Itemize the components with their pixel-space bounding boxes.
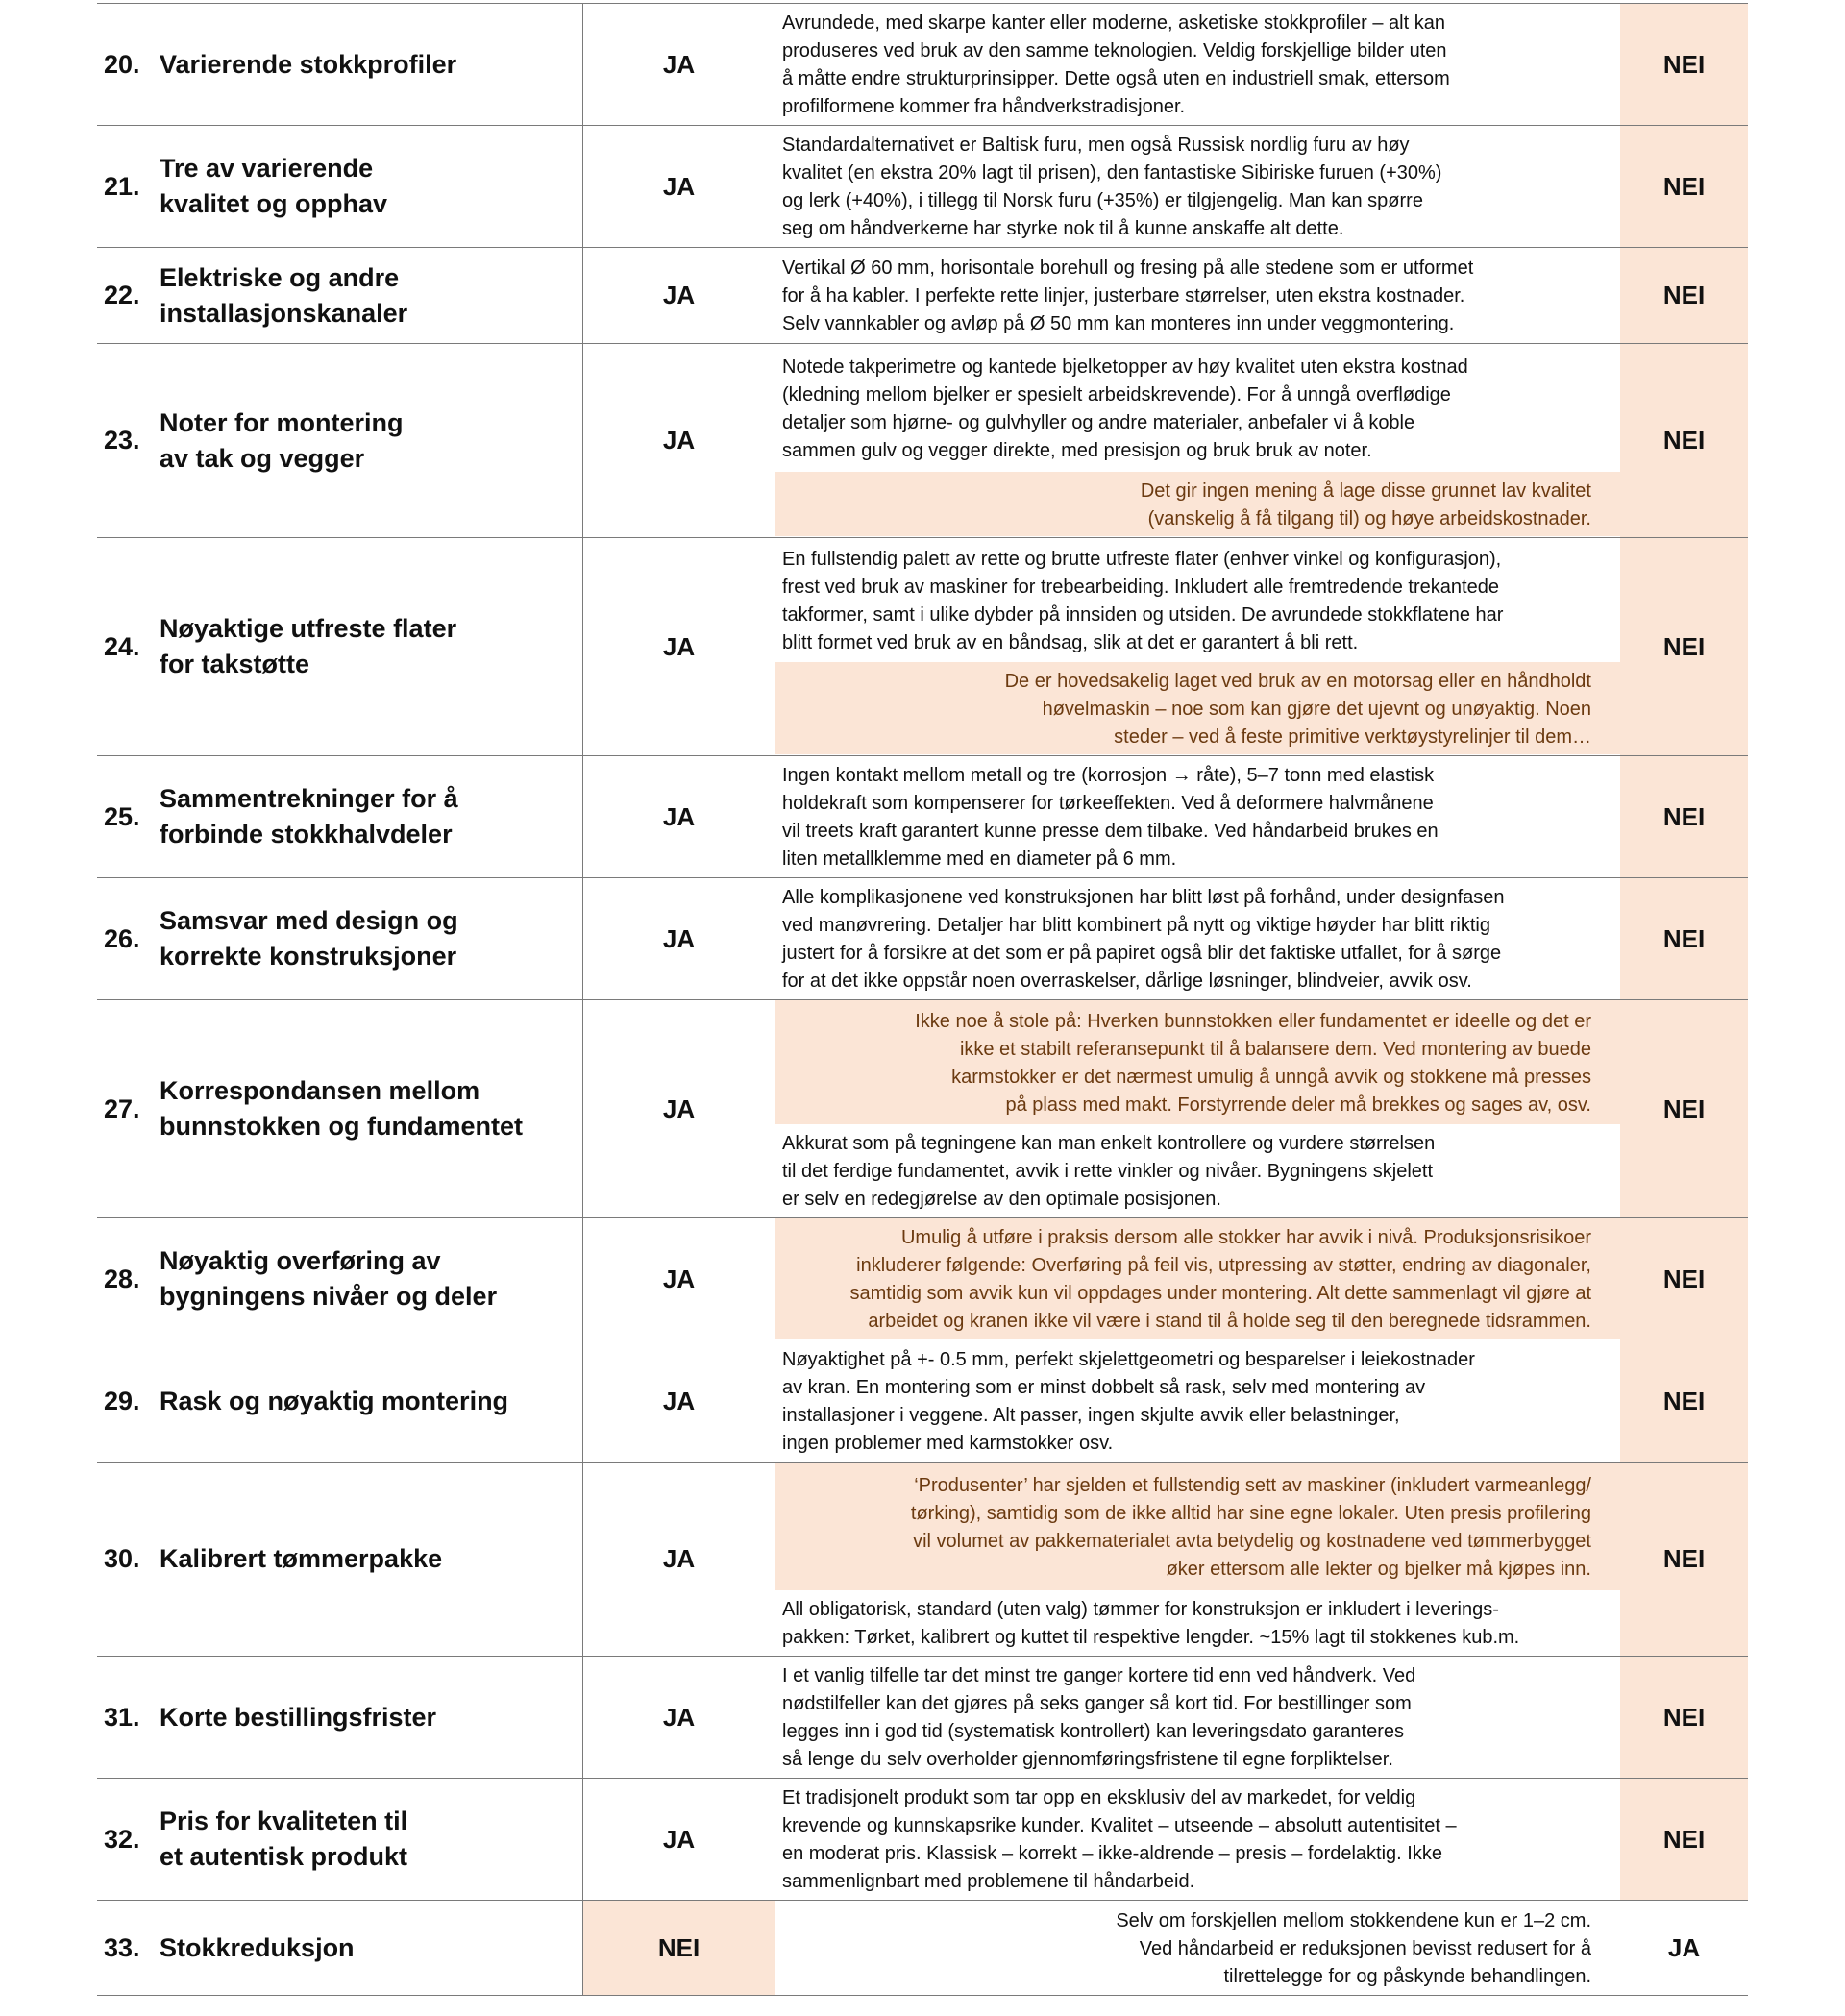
- feature-cell: [97, 538, 582, 755]
- feature-number: 31.: [104, 1702, 140, 1732]
- handcraft-answer: NEI: [1620, 4, 1748, 125]
- description-text: All obligatorisk, standard (uten valg) tømmer for konstruksjon er inkludert i leverings- pakken: Tørket, kalibrert og kuttet til respektive lengder. ~15% lagt til stokkenes kub.m.: [775, 1590, 1620, 1655]
- feature-cell: [97, 878, 582, 999]
- feature-title: Nøyaktig overføring av bygningens nivåer og deler: [160, 1246, 498, 1311]
- table-row: [97, 999, 1748, 1217]
- feature-number: 26.: [104, 923, 140, 953]
- description-cell: [775, 538, 1620, 755]
- description-text: Notede takperimetre og kantede bjelketopper av høy kvalitet uten ekstra kostnad (kledning mellom bjelker er spesielt arbeidskrevende). For å unngå overflødige detaljer som hjørne- og gulvhyller og andre materialer, anbefaler vi å koble sammen gulv og vegger direkte, med presisjon og bruk bruk av noter.: [775, 344, 1620, 472]
- machine-answer: JA: [582, 538, 775, 755]
- handcraft-answer: NEI: [1620, 1340, 1748, 1462]
- handcraft-answer: NEI: [1620, 126, 1748, 247]
- table-row: [97, 247, 1748, 343]
- description-cell: [775, 1218, 1620, 1340]
- machine-answer: JA: [582, 126, 775, 247]
- feature-number: 20.: [104, 49, 140, 79]
- machine-answer: JA: [582, 1000, 775, 1217]
- handcraft-note: Umulig å utføre i praksis dersom alle stokker har avvik i nivå. Produksjonsrisikoer inkluderer følgende: Overføring på feil vis, utpressing av støtter, endring av diagonaler, samtidig som avvik kun vil oppdages under montering. Alt dette sammenlagt vil gjøre at arbeidet og kranen ikke vil være i stand til å holde seg til den beregnede tidsrammen.: [775, 1218, 1620, 1339]
- feature-title: Varierende stokkprofiler: [160, 49, 457, 79]
- description-text: Nøyaktighet på +- 0.5 mm, perfekt skjelettgeometri og besparelser i leiekostnader av kran. En montering som er minst dobbelt så rask, selv med montering av installasjoner i veggene. Alt passer, ingen skjulte avvik eller belastninger, ingen problemer med karmstokker osv.: [775, 1340, 1620, 1461]
- machine-answer: JA: [582, 1340, 775, 1462]
- feature-cell: [97, 1340, 582, 1462]
- feature-cell: [97, 756, 582, 877]
- description-cell: [775, 344, 1620, 537]
- table-row: [97, 343, 1748, 537]
- feature-number: 33.: [104, 1932, 140, 1962]
- machine-answer: JA: [582, 756, 775, 877]
- table-row: [97, 537, 1748, 755]
- description-cell: [775, 126, 1620, 247]
- description-cell: [775, 878, 1620, 999]
- feature-title: Pris for kvaliteten til et autentisk produkt: [160, 1807, 408, 1871]
- handcraft-note: De er hovedsakelig laget ved bruk av en motorsag eller en håndholdt høvelmaskin – noe som kan gjøre det ujevnt og unøyaktig. Noen steder – ved å feste primitive verktøystyrelinjer til dem…: [775, 662, 1620, 754]
- description-cell: [775, 1901, 1620, 1995]
- machine-answer: JA: [582, 878, 775, 999]
- handcraft-note: Det gir ingen mening å lage disse grunnet lav kvalitet (vanskelig å få tilgang til) og høye arbeidskostnader.: [775, 472, 1620, 536]
- table-row: [97, 1340, 1748, 1462]
- machine-answer: JA: [582, 1463, 775, 1656]
- handcraft-note: ‘Produsenter’ har sjelden et fullstendig sett av maskiner (inkludert varmeanlegg/ tørking), samtidig som de ikke alltid har sine egne lokaler. Uten presis profilering vil volumet av pakkematerialet avta betydelig og kostnadene ved tømmerbygget øker ettersom alle lekter og bjelker må kjøpes inn.: [775, 1463, 1620, 1590]
- description-cell: [775, 1657, 1620, 1778]
- description-cell: [775, 1463, 1620, 1656]
- feature-title: Nøyaktige utfreste flater for takstøtte: [160, 614, 457, 678]
- handcraft-note: Ikke noe å stole på: Hverken bunnstokken eller fundamentet er ideelle og det er ikke et stabilt referansepunkt til å balansere dem. Ved montering av buede karmstokker er det nærmest umulig å unngå avvik og stokkene må presses på plass med makt. Forstyrrende deler må brekkes og sages av, osv.: [775, 1000, 1620, 1124]
- feature-title: Kalibrert tømmerpakke: [160, 1544, 443, 1573]
- feature-number: 28.: [104, 1264, 140, 1293]
- description-cell: [775, 1340, 1620, 1462]
- machine-answer: JA: [582, 1779, 775, 1900]
- description-cell: [775, 1779, 1620, 1900]
- feature-number: 24.: [104, 631, 140, 661]
- machine-answer: JA: [582, 1218, 775, 1340]
- description-cell: [775, 248, 1620, 343]
- table-row: [97, 755, 1748, 877]
- description-text: I et vanlig tilfelle tar det minst tre ganger kortere tid enn ved håndverk. Ved nødstilfeller kan det gjøres på seks ganger så kort tid. For bestillinger som legges inn i god tid (systematisk kontrollert) kan leveringsdato garanteres så lenge du selv overholder gjennomføringsfristene til egne forpliktelser.: [775, 1657, 1620, 1777]
- feature-title: Korte bestillingsfrister: [160, 1702, 437, 1732]
- machine-answer: JA: [582, 248, 775, 343]
- feature-cell: [97, 1463, 582, 1656]
- feature-number: 21.: [104, 171, 140, 201]
- table-row: [97, 1656, 1748, 1778]
- handcraft-answer: NEI: [1620, 1000, 1748, 1217]
- table-row: [97, 877, 1748, 999]
- description-text: En fullstendig palett av rette og brutte utfreste flater (enhver vinkel og konfigurasjon), frest ved bruk av maskiner for trebearbeiding. Inkludert alle fremtredende trekantede takformer, samt i ulike dybder på innsiden og utsiden. De avrundede stokkflatene har blitt formet ved bruk av en båndsag, slik at det er garantert å bli rett.: [775, 538, 1620, 662]
- feature-number: 27.: [104, 1094, 140, 1123]
- handcraft-answer: JA: [1667, 1932, 1701, 1962]
- feature-cell: [97, 1779, 582, 1900]
- feature-title: Rask og nøyaktig montering: [160, 1386, 509, 1415]
- handcraft-answer: NEI: [1620, 1657, 1748, 1778]
- feature-cell: [97, 1657, 582, 1778]
- machine-answer: JA: [582, 4, 775, 125]
- handcraft-answer: NEI: [1620, 756, 1748, 877]
- table-row: [97, 125, 1748, 247]
- comparison-table: [97, 3, 1748, 1996]
- table-row: [97, 1778, 1748, 1900]
- description-text: Ingen kontakt mellom metall og tre (korrosjon → råte), 5–7 tonn med elastisk holdekraft som kompenserer for tørkeeffekten. Ved å deformere halvmånene vil treets kraft garantert kunne presse dem tilbake. Ved håndarbeid brukes en liten metallklemme med en diameter på 6 mm.: [775, 756, 1620, 876]
- machine-answer: JA: [582, 1657, 775, 1778]
- description-cell: [775, 756, 1620, 877]
- description-text: Vertikal Ø 60 mm, horisontale borehull og fresing på alle stedene som er utformet for å ha kabler. I perfekte rette linjer, justerbare størrelser, uten ekstra kostnader. Selv vannkabler og avløp på Ø 50 mm kan monteres inn under veggmontering.: [775, 248, 1620, 342]
- table-row: [97, 1217, 1748, 1340]
- feature-number: 25.: [104, 801, 140, 831]
- table-row: [97, 1900, 1748, 1996]
- feature-cell: [97, 344, 582, 537]
- handcraft-answer: NEI: [1620, 248, 1748, 343]
- feature-number: 29.: [104, 1386, 140, 1415]
- description-text: Akkurat som på tegningene kan man enkelt kontrollere og vurdere størrelsen til det ferdige fundamentet, avvik i rette vinkler og nivåer. Bygningens skjelett er selv en redegjørelse av den optimale posisjonen.: [775, 1124, 1620, 1217]
- feature-cell: [97, 1218, 582, 1340]
- feature-cell: [97, 248, 582, 343]
- feature-title: Sammentrekninger for å forbinde stokkhalvdeler: [160, 784, 458, 848]
- feature-title: Tre av varierende kvalitet og opphav: [160, 154, 388, 218]
- description-text: Et tradisjonelt produkt som tar opp en eksklusiv del av markedet, for veldig krevende og kunnskapsrike kunder. Kvalitet – utseende – absolutt autentisitet – en moderat pris. Klassisk – korrekt – ikke-aldrende – presis – fordelaktig. Ikke sammenlignbart med problemene til håndarbeid.: [775, 1779, 1620, 1899]
- feature-cell: [97, 1901, 582, 1995]
- feature-title: Samsvar med design og korrekte konstruksjoner: [160, 906, 458, 971]
- feature-title: Stokkreduksjon: [160, 1932, 355, 1962]
- feature-title: Noter for montering av tak og vegger: [160, 407, 404, 473]
- handcraft-answer: NEI: [1620, 878, 1748, 999]
- feature-cell: [97, 126, 582, 247]
- description-text: Standardalternativet er Baltisk furu, men også Russisk nordlig furu av høy kvalitet (en ekstra 20% lagt til prisen), den fantastiske Sibiriske furuen (+30%) og lerk (+40%), i tillegg til Norsk furu (+35%) er tilgjengelig. Man kan spørre seg om håndverkerne har styrke nok til å kunne anskaffe alt dette.: [775, 126, 1620, 246]
- description-text: Avrundede, med skarpe kanter eller moderne, asketiske stokkprofiler – alt kan produseres ved bruk av den samme teknologien. Veldig forskjellige bilder uten å måtte endre strukturprinsipper. Dette også uten en industriell smak, ettersom profilformene kommer fra håndverkstradisjoner.: [775, 4, 1620, 124]
- feature-number: 22.: [104, 281, 140, 309]
- description-text: Alle komplikasjonene ved konstruksjonen har blitt løst på forhånd, under designfasen ved manøvrering. Detaljer har blitt kombinert på nytt og viktige høyder har blitt riktig justert for å forsikre at det som er på papiret også blir det faktiske utfallet, for å sørge for at det ikke oppstår noen overraskelser, dårlige løsninger, blindveier, avvik osv.: [775, 878, 1620, 998]
- handcraft-answer: NEI: [1620, 1779, 1748, 1900]
- handcraft-answer: NEI: [1620, 538, 1748, 755]
- description-cell: [775, 4, 1620, 125]
- feature-number: 30.: [104, 1544, 140, 1573]
- table-row: [97, 1462, 1748, 1656]
- description-text: Selv om forskjellen mellom stokkendene kun er 1–2 cm. Ved håndarbeid er reduksjonen bevisst redusert for å tilrettelegge for og påskynde behandlingen.: [775, 1901, 1620, 1995]
- handcraft-answer: NEI: [1620, 1218, 1748, 1340]
- feature-cell: [97, 1000, 582, 1217]
- machine-answer: JA: [582, 344, 775, 537]
- handcraft-answer: NEI: [1620, 1463, 1748, 1656]
- feature-title: Elektriske og andre installasjonskanaler: [160, 262, 408, 328]
- feature-number: 23.: [104, 426, 140, 455]
- feature-title: Korrespondansen mellom bunnstokken og fundamentet: [160, 1076, 523, 1141]
- machine-answer: NEI: [582, 1901, 775, 1995]
- description-cell: [775, 1000, 1620, 1217]
- feature-cell: [97, 4, 582, 125]
- table-row: [97, 3, 1748, 125]
- feature-number: 32.: [104, 1824, 140, 1854]
- handcraft-answer: NEI: [1620, 344, 1748, 537]
